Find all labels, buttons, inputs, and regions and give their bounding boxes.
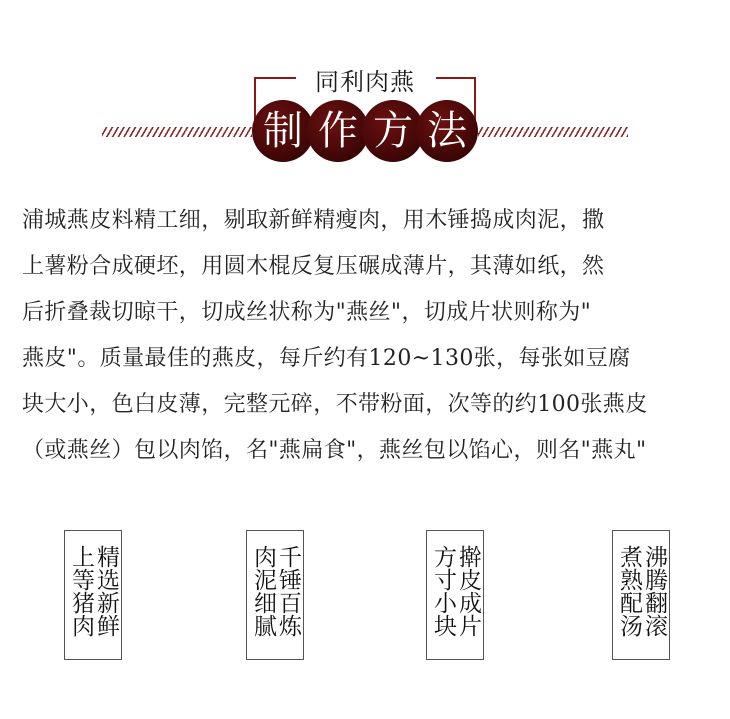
- card-text-right: 沸腾翻滚: [641, 545, 667, 637]
- stripe-decoration-left: [102, 127, 252, 137]
- title-char-2: 作: [307, 100, 369, 162]
- title-char-1: 制: [252, 100, 314, 162]
- card-text-right: 擀皮成片: [455, 545, 481, 637]
- paragraph-line: 后折叠裁切晾干，切成丝状称为"燕丝"，切成片状则称为": [22, 300, 592, 325]
- step-card-3: [426, 530, 484, 660]
- step-card-2: [246, 530, 304, 660]
- paragraph-line: （或燕丝）包以肉馅，名"燕扁食"，燕丝包以馅心，则名"燕丸": [22, 438, 647, 463]
- paragraph-line: 上薯粉合成硬坯，用圆木棍反复压碾成薄片，其薄如纸，然: [22, 254, 605, 279]
- card-text-right: 精选新鲜: [93, 545, 119, 637]
- card-text-left: 方寸小块: [430, 545, 456, 637]
- section-title: [252, 100, 478, 162]
- paragraph-line: 燕皮"。质量最佳的燕皮，每斤约有120~130张，每张如豆腐: [22, 346, 631, 371]
- card-text-right: 千锤百炼: [275, 545, 301, 637]
- step-card-4: [612, 530, 670, 660]
- section-subtitle: 同利肉燕: [315, 68, 415, 96]
- title-char-3: 方: [362, 100, 424, 162]
- title-char-4: 法: [416, 100, 478, 162]
- paragraph-line: 块大小，色白皮薄，完整元碎，不带粉面，次等的约100张燕皮: [22, 392, 648, 417]
- card-text-left: 上等猪肉: [68, 545, 94, 637]
- stripe-decoration-right: [478, 127, 628, 137]
- card-text-left: 煮熟配汤: [616, 545, 642, 637]
- description-paragraph: [22, 198, 712, 474]
- section-header: [0, 0, 730, 180]
- step-card-1: [64, 530, 122, 660]
- card-text-left: 肉泥细腻: [250, 545, 276, 637]
- paragraph-line: 浦城燕皮料精工细，剔取新鲜精瘦肉，用木锤捣成肉泥，撒: [22, 208, 605, 233]
